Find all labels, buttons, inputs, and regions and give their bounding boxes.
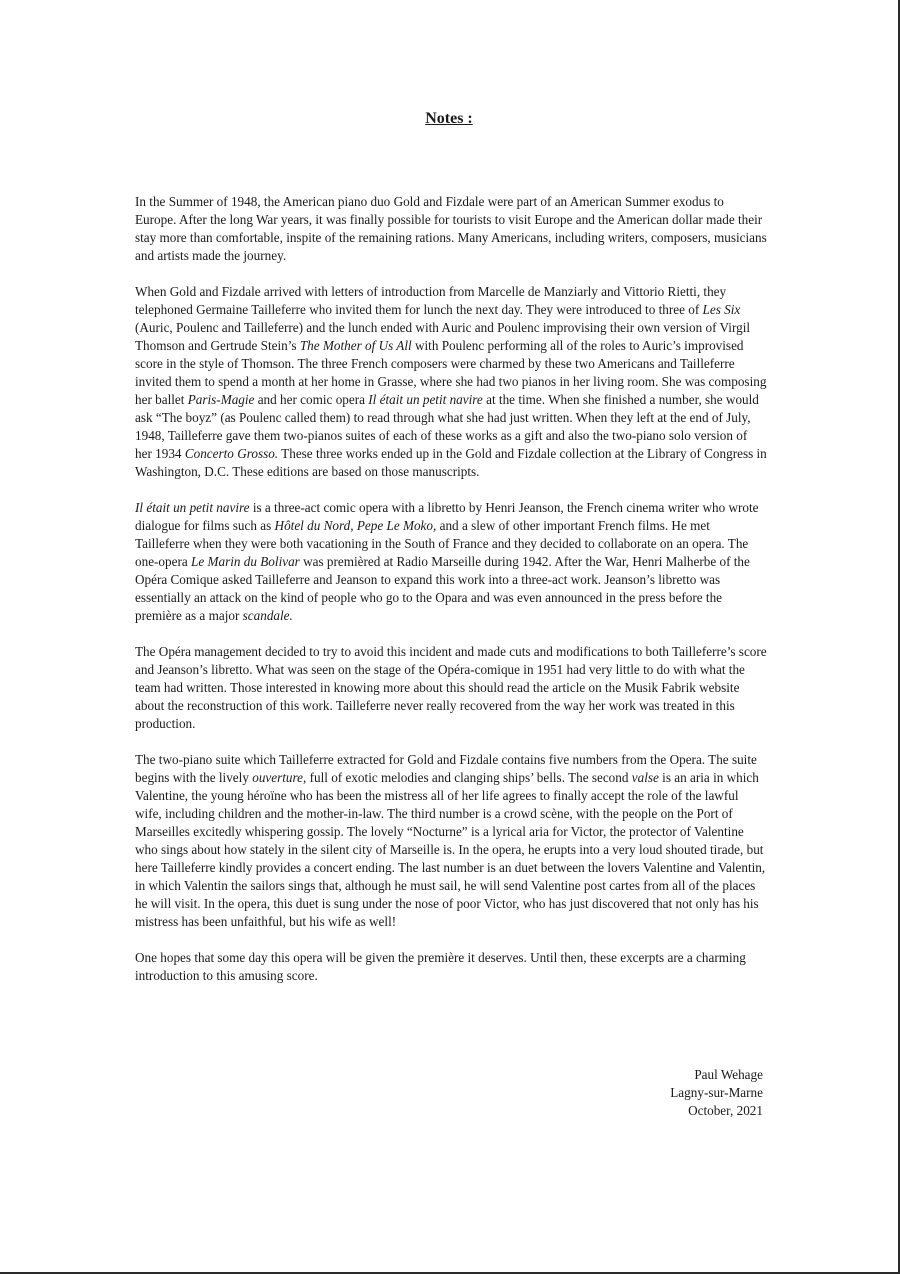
text-run: with Poulenc performing all of the roles to Auric’s improvised score in the style of Thomson. The three French composers were charmed by these two Americans and Tailleferre invited them to spend a month at her home in Grasse, where she had two pianos in her living room. She was composing her ballet: [135, 338, 767, 407]
page-title: Notes :: [425, 110, 473, 127]
italic-title: The Mother of Us All: [299, 338, 412, 353]
italic-title: Hôtel du Nord, Pepe Le Moko,: [274, 518, 437, 533]
italic-title: Paris-Magie: [187, 392, 255, 407]
notes-body: [135, 193, 767, 1003]
text-run: was premièred at Radio Marseille during 1942. After the War, Henri Malherbe of the Opéra Comique asked Tailleferre and Jeanson to expand this work into a three-act work. Jeanson’s libretto was essentially an attack on the kind of people who go to the Opara and was even announced in the press before the première as a major: [135, 554, 750, 623]
paragraph-4: The Opéra management decided to try to avoid this incident and made cuts and modifications to both Tailleferre’s score and Jeanson’s libretto. What was seen on the stage of the Opéra-comique in 1951 had very little to do with what the team had written. Those interested in knowing more about this should read the article on the Musik Fabrik website about the reconstruction of this work. Tailleferre never really recovered from the way her work was treated in this production.: [135, 644, 767, 731]
paragraph-3: [135, 499, 767, 625]
text-run: and her comic opera: [254, 392, 369, 407]
text-run: is a three-act comic opera with a libretto by Henri Jeanson, the French cinema writer who wrote dialogue for films such as: [135, 500, 759, 533]
italic-title: Il était un petit navire: [135, 500, 250, 515]
text-run: , full of exotic melodies and clanging ships’ bells. The second: [303, 770, 632, 785]
text-run: The two-piano suite which Tailleferre extracted for Gold and Fizdale contains five numbers from the Opera. The suite begins with the lively: [135, 752, 757, 785]
paragraph-5: [135, 751, 767, 931]
author-name: Paul Wehage: [694, 1067, 763, 1082]
italic-title: Les Six: [702, 302, 741, 317]
italic-title: Il était un petit navire: [368, 392, 483, 407]
italic-word: scandale.: [242, 608, 293, 623]
author-place: Lagny-sur-Marne: [670, 1085, 763, 1100]
signature-block: [670, 1066, 763, 1120]
paragraph-1: In the Summer of 1948, the American piano duo Gold and Fizdale were part of an American Summer exodus to Europe. After the long War years, it was finally possible for tourists to visit Europe and the American dollar made their stay more than comfortable, inspite of the remaining rations. Many Americans, including writers, composers, musicians and artists made the journey.: [135, 194, 767, 263]
italic-word: ouverture: [252, 770, 303, 785]
signature-date: October, 2021: [688, 1103, 763, 1118]
text-run: These three works ended up in the Gold and Fizdale collection at the Library of Congress in Washington, D.C. These editions are based on those manuscripts.: [135, 446, 767, 479]
paragraph-2: [135, 283, 767, 481]
italic-title: Concerto Grosso.: [184, 446, 279, 461]
text-run: is an aria in which Valentine, the young héroïne who has been the mistress all of her life agrees to finally accept the role of the lawful wife, including children and the mother-in-law. The third number is a crowd scène, with the people on the Port of Marseilles excitedly whispering gossip. The lovely “Nocturne” is a lyrical aria for Victor, the protector of Valentine who sings about how stately in the silent city of Marseille is. In the opera, he erupts into a very loud shouted tirade, but here Tailleferre kindly provides a concert ending. The last number is an duet between the lovers Valentine and Valentin, in which Valentin the sailors sings that, although he must sail, he will send Valentine post cartes from all of the places he will visit. In the opera, this duet is sung under the nose of poor Victor, who has just discovered that not only has his mistress has been unfaithful, but his wife as well!: [135, 770, 766, 929]
italic-title: Le Marin du Bolivar: [191, 554, 300, 569]
paragraph-6: One hopes that some day this opera will be given the première it deserves. Until then, these excerpts are a charming introduction to this amusing score.: [135, 950, 746, 983]
text-run: (Auric, Poulenc and Tailleferre) and the lunch ended with Auric and Poulenc improvising their own version of Virgil Thomson and Gertrude Stein’s: [135, 320, 751, 353]
text-run: and a slew of other important French films. He met Tailleferre when they were both vacationing in the South of France and they decided to collaborate on an opera. The one-opera: [135, 518, 749, 569]
text-run: at the time. When she finished a number, she would ask “The boyz” (as Poulenc called them) to read through what she had just written. When they left at the end of July, 1948, Tailleferre gave them two-pianos suites of each of these works as a gift and also the two-piano solo version of her 1934: [135, 392, 759, 461]
text-run: When Gold and Fizdale arrived with letters of introduction from Marcelle de Manziarly and Vittorio Rietti, they telephoned Germaine Tailleferre who invited them for lunch the next day. They were introduced to three of: [135, 284, 727, 317]
italic-word: valse: [631, 770, 659, 785]
